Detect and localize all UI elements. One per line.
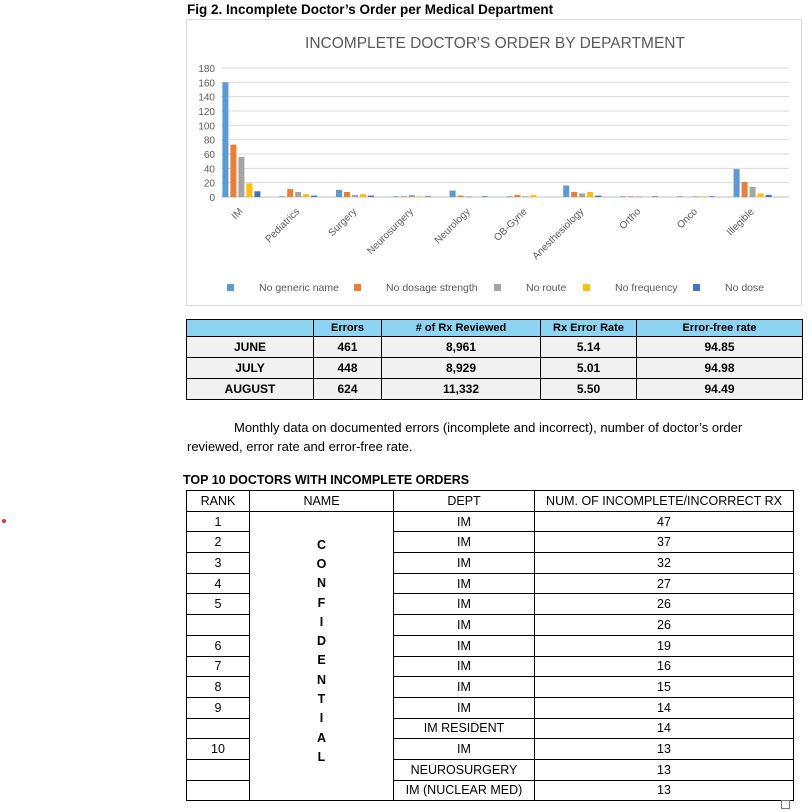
x-tick-label: Illegible xyxy=(724,206,757,239)
confidential-letter: C xyxy=(316,537,327,552)
bar xyxy=(287,189,293,197)
summary-value-cell: 624 xyxy=(314,379,382,400)
figure-caption: Fig 2. Incomplete Doctor’s Order per Medical Department xyxy=(187,2,554,17)
month-cell: JULY xyxy=(187,358,314,379)
x-tick-label: Pediatrics xyxy=(263,206,303,246)
summary-value-cell: 8,961 xyxy=(382,337,541,358)
bar xyxy=(506,196,512,197)
bar xyxy=(230,145,236,197)
bar xyxy=(587,192,593,197)
y-tick-label: 80 xyxy=(203,135,215,147)
bar xyxy=(254,191,260,197)
summary-header-row xyxy=(187,320,803,337)
chart-svg xyxy=(187,20,801,305)
name-confidential-cell xyxy=(250,511,394,801)
bar xyxy=(393,196,399,197)
resize-handle[interactable] xyxy=(781,800,790,809)
bar xyxy=(311,196,317,197)
legend xyxy=(227,282,764,294)
legend-label: No generic name xyxy=(259,282,339,294)
count-cell: 47 xyxy=(535,511,794,532)
bar xyxy=(571,192,577,197)
bar xyxy=(409,195,415,197)
x-tick-label: Ortho xyxy=(617,206,644,232)
bar xyxy=(750,187,756,197)
bar xyxy=(482,196,488,197)
x-tick-label: OB-Gyne xyxy=(492,206,530,244)
count-cell: 26 xyxy=(535,615,794,636)
rank-cell: 1 xyxy=(187,511,250,532)
legend-label: No dosage strength xyxy=(386,282,478,294)
rank-cell: 5 xyxy=(187,594,250,615)
summary-header-cell: Error-free rate xyxy=(637,320,803,337)
red-marker-dot xyxy=(2,519,6,523)
y-tick-label: 140 xyxy=(198,92,215,104)
y-tick-label: 20 xyxy=(203,178,215,190)
summary-value-cell: 94.98 xyxy=(637,358,803,379)
x-tick-label: IM xyxy=(229,206,246,222)
summary-value-cell: 5.14 xyxy=(541,337,637,358)
dept-cell: NEUROSURGERY xyxy=(394,759,535,780)
dept-cell: IM xyxy=(394,635,535,656)
count-cell: 14 xyxy=(535,697,794,718)
legend-label: No dose xyxy=(725,282,765,294)
top-header-cell: NAME xyxy=(250,491,394,512)
rank-cell: 7 xyxy=(187,656,250,677)
legend-label: No frequency xyxy=(615,282,678,294)
top-doctors-title: TOP 10 DOCTORS WITH INCOMPLETE ORDERS xyxy=(183,473,470,487)
dept-cell: IM xyxy=(394,594,535,615)
rank-cell xyxy=(187,759,250,780)
bar xyxy=(295,192,301,197)
legend-swatch xyxy=(693,284,700,291)
rank-cell: 4 xyxy=(187,573,250,594)
confidential-letter: A xyxy=(316,730,327,745)
confidential-letter: F xyxy=(317,595,326,610)
summary-row xyxy=(187,379,803,400)
dept-cell: IM xyxy=(394,511,535,532)
dept-cell: IM xyxy=(394,739,535,760)
count-cell: 19 xyxy=(535,635,794,656)
dept-cell: IM (NUCLEAR MED) xyxy=(394,780,535,801)
bar xyxy=(758,193,764,197)
summary-row xyxy=(187,337,803,358)
y-tick-label: 60 xyxy=(203,150,215,161)
bar xyxy=(766,195,772,197)
count-cell: 13 xyxy=(535,759,794,780)
x-tick-label: Neurosurgery xyxy=(365,206,416,257)
confidential-letter: E xyxy=(317,653,326,668)
month-cell: JUNE xyxy=(187,337,314,358)
confidential-letter: I xyxy=(319,614,324,629)
rank-cell xyxy=(187,718,250,739)
summary-value-cell: 94.85 xyxy=(637,337,803,358)
rank-cell xyxy=(187,615,250,636)
x-tick-label: Onco xyxy=(675,206,700,232)
bar xyxy=(360,194,366,197)
dept-cell: IM xyxy=(394,656,535,677)
rank-cell: 3 xyxy=(187,553,250,574)
bar xyxy=(450,191,456,197)
x-tick-label: Neurology xyxy=(432,206,473,247)
bar xyxy=(466,196,472,197)
rank-cell: 8 xyxy=(187,677,250,698)
dept-cell: IM xyxy=(394,677,535,698)
y-tick-label: 180 xyxy=(198,64,215,75)
bar xyxy=(693,196,699,197)
bar xyxy=(595,196,601,197)
dept-cell: IM xyxy=(394,697,535,718)
bar xyxy=(742,182,748,197)
bar xyxy=(636,196,642,197)
confidential-letter: T xyxy=(317,692,326,707)
count-cell: 14 xyxy=(535,718,794,739)
top-header-cell: DEPT xyxy=(394,491,535,512)
bar xyxy=(425,196,431,197)
y-tick-label: 100 xyxy=(198,121,215,133)
summary-value-cell: 461 xyxy=(314,337,382,358)
summary-value-cell: 94.49 xyxy=(637,379,803,400)
top-doctors-table xyxy=(186,490,794,801)
confidential-letter: O xyxy=(316,556,327,571)
count-cell: 32 xyxy=(535,553,794,574)
dept-cell: IM xyxy=(394,532,535,553)
summary-value-cell: 448 xyxy=(314,358,382,379)
count-cell: 13 xyxy=(535,780,794,801)
bar xyxy=(458,196,464,197)
confidential-letter: N xyxy=(316,672,327,687)
count-cell: 37 xyxy=(535,532,794,553)
summary-row xyxy=(187,358,803,379)
bar xyxy=(344,192,350,197)
dept-cell: IM RESIDENT xyxy=(394,718,535,739)
dept-cell: IM xyxy=(394,573,535,594)
summary-value-cell: 11,332 xyxy=(382,379,541,400)
bar xyxy=(222,82,228,197)
dept-cell: IM xyxy=(394,615,535,636)
count-cell: 27 xyxy=(535,573,794,594)
legend-swatch xyxy=(354,284,361,291)
top-header-cell: RANK xyxy=(187,491,250,512)
bar xyxy=(352,195,358,197)
bar xyxy=(246,183,252,197)
y-tick-label: 0 xyxy=(209,193,215,204)
summary-value-cell: 5.01 xyxy=(541,358,637,379)
legend-swatch xyxy=(227,284,234,291)
bar xyxy=(238,157,244,197)
y-axis-ticks xyxy=(198,64,215,204)
bar xyxy=(336,190,342,197)
bar xyxy=(522,196,528,197)
gridlines xyxy=(221,68,789,197)
count-cell: 16 xyxy=(535,656,794,677)
confidential-letter: I xyxy=(319,711,324,726)
rank-cell xyxy=(187,780,250,801)
x-tick-label: Anesthesiology xyxy=(530,206,587,263)
summary-value-cell: 8,929 xyxy=(382,358,541,379)
rank-cell: 10 xyxy=(187,739,250,760)
confidential-letter: N xyxy=(316,576,327,591)
y-tick-label: 160 xyxy=(198,78,215,90)
summary-header-cell: Errors xyxy=(314,320,382,337)
summary-header-cell: # of Rx Reviewed xyxy=(382,320,541,337)
chart-title: INCOMPLETE DOCTOR'S ORDER BY DEPARTMENT xyxy=(305,35,685,52)
rank-cell: 6 xyxy=(187,635,250,656)
bar xyxy=(734,169,740,197)
bar xyxy=(279,196,285,197)
y-tick-label: 40 xyxy=(203,164,215,176)
y-tick-label: 120 xyxy=(198,107,215,118)
summary-header-cell: Rx Error Rate xyxy=(541,320,637,337)
bar xyxy=(514,195,520,197)
bar xyxy=(303,194,309,197)
month-cell: AUGUST xyxy=(187,379,314,400)
confidential-letter: L xyxy=(317,749,326,764)
bar xyxy=(628,196,634,197)
legend-label: No route xyxy=(526,282,567,294)
bar xyxy=(530,195,536,197)
bar xyxy=(417,196,423,197)
bar xyxy=(620,196,626,197)
count-cell: 13 xyxy=(535,739,794,760)
summary-header-cell xyxy=(187,320,314,337)
top-header-cell: NUM. OF INCOMPLETE/INCORRECT RX xyxy=(535,491,794,512)
top-header-row xyxy=(187,491,794,512)
legend-swatch xyxy=(494,284,501,291)
monthly-summary-table xyxy=(186,319,803,400)
rank-cell: 9 xyxy=(187,697,250,718)
legend-swatch xyxy=(583,284,590,291)
bar-chart xyxy=(186,19,802,306)
bar xyxy=(579,193,585,197)
bar xyxy=(401,196,407,197)
table-row xyxy=(187,511,794,532)
description-paragraph: Monthly data on documented errors (incomplete and incorrect), number of doctor’s order reviewed, error rate and error-free rate. xyxy=(187,420,743,454)
bar xyxy=(563,186,569,197)
x-axis-labels xyxy=(230,206,757,262)
x-tick-label: Surgery xyxy=(326,206,360,239)
count-cell: 15 xyxy=(535,677,794,698)
bar xyxy=(652,196,658,197)
bar xyxy=(701,196,707,197)
dept-cell: IM xyxy=(394,553,535,574)
bar xyxy=(709,196,715,197)
summary-value-cell: 5.50 xyxy=(541,379,637,400)
rank-cell: 2 xyxy=(187,532,250,553)
bar xyxy=(368,196,374,197)
bar xyxy=(677,196,683,197)
confidential-letter: D xyxy=(316,634,327,649)
count-cell: 26 xyxy=(535,594,794,615)
